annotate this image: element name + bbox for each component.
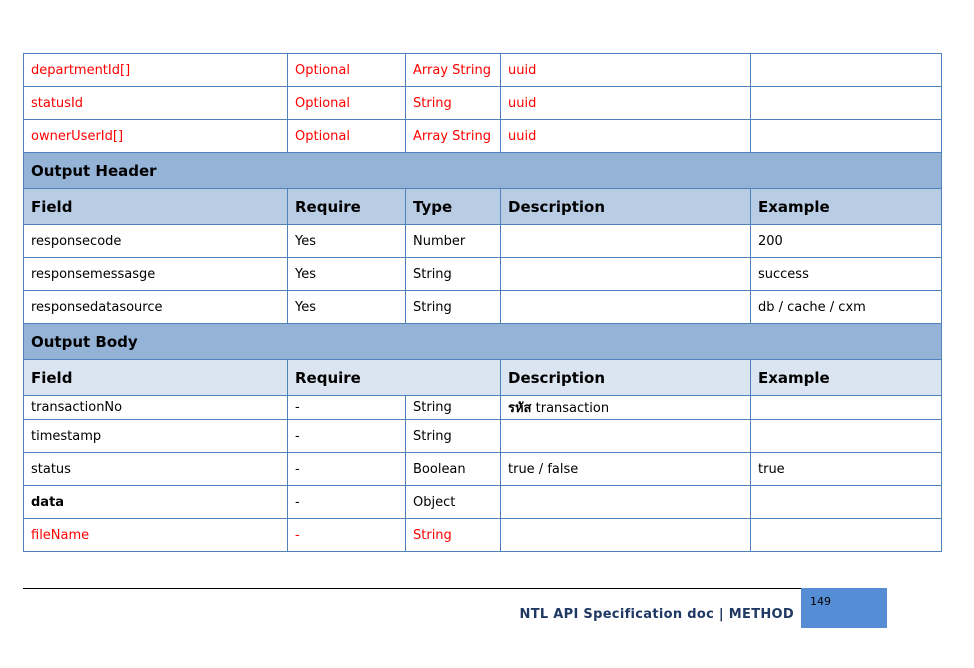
description-cell (501, 486, 751, 519)
require-cell: Yes (288, 258, 406, 291)
column-header-field: Field (24, 189, 288, 225)
page-number-box (801, 588, 887, 628)
type-cell: Boolean (406, 453, 501, 486)
table-row (24, 225, 942, 258)
require-cell: Yes (288, 225, 406, 258)
description-cell: uuid (501, 120, 751, 153)
section-title: Output Header (24, 153, 942, 189)
description-cell (501, 396, 751, 420)
field-cell: responsecode (24, 225, 288, 258)
require-cell: Optional (288, 87, 406, 120)
table-row (24, 258, 942, 291)
example-cell (751, 486, 942, 519)
column-header-require: Require (288, 360, 501, 396)
type-cell: Array String (406, 120, 501, 153)
description-cell: uuid (501, 87, 751, 120)
type-cell: String (406, 87, 501, 120)
table-row (24, 420, 942, 453)
footer-doc-title: NTL API Specification doc | METHOD (519, 607, 794, 622)
field-cell: responsemessasge (24, 258, 288, 291)
field-cell: ownerUserId[] (24, 120, 288, 153)
table-row (24, 120, 942, 153)
column-header-field: Field (24, 360, 288, 396)
description-cell: uuid (501, 54, 751, 87)
column-header-example: Example (751, 189, 942, 225)
column-header-require: Require (288, 189, 406, 225)
type-cell: String (406, 519, 501, 552)
page-number: 149 (810, 595, 831, 608)
example-cell (751, 54, 942, 87)
spec-table (23, 53, 942, 552)
table-row (24, 453, 942, 486)
field-cell: transactionNo (24, 396, 288, 420)
field-cell: responsedatasource (24, 291, 288, 324)
table-row (24, 396, 942, 420)
column-header-description: Description (501, 189, 751, 225)
require-cell: - (288, 486, 406, 519)
require-cell: Optional (288, 54, 406, 87)
example-cell: db / cache / cxm (751, 291, 942, 324)
table-row (24, 486, 942, 519)
table-row (24, 519, 942, 552)
example-cell (751, 87, 942, 120)
type-cell: String (406, 420, 501, 453)
require-cell: - (288, 420, 406, 453)
require-cell: Optional (288, 120, 406, 153)
field-cell: status (24, 453, 288, 486)
description-text: transaction (531, 401, 610, 416)
field-cell: fileName (24, 519, 288, 552)
example-cell: success (751, 258, 942, 291)
type-cell: Number (406, 225, 501, 258)
description-cell: true / false (501, 453, 751, 486)
column-header-row (24, 360, 942, 396)
column-header-example: Example (751, 360, 942, 396)
description-cell (501, 225, 751, 258)
table-row (24, 54, 942, 87)
field-cell: departmentId[] (24, 54, 288, 87)
example-cell (751, 396, 942, 420)
require-cell: - (288, 396, 406, 420)
type-cell: Object (406, 486, 501, 519)
type-cell: String (406, 258, 501, 291)
field-cell: statusId (24, 87, 288, 120)
field-cell: data (24, 486, 288, 519)
table-row (24, 291, 942, 324)
example-cell (751, 519, 942, 552)
type-cell: String (406, 291, 501, 324)
footer-divider (23, 588, 801, 589)
column-header-description: Description (501, 360, 751, 396)
example-cell: true (751, 453, 942, 486)
example-cell: 200 (751, 225, 942, 258)
section-title: Output Body (24, 324, 942, 360)
field-cell: timestamp (24, 420, 288, 453)
table-row (24, 87, 942, 120)
require-cell: - (288, 453, 406, 486)
type-cell: Array String (406, 54, 501, 87)
require-cell: Yes (288, 291, 406, 324)
column-header-type: Type (406, 189, 501, 225)
description-cell (501, 420, 751, 453)
description-cell (501, 519, 751, 552)
description-thai-term: รหัส (508, 401, 532, 416)
require-cell: - (288, 519, 406, 552)
description-cell (501, 258, 751, 291)
section-header-output-body (24, 324, 942, 360)
column-header-row (24, 189, 942, 225)
section-header-output-header (24, 153, 942, 189)
example-cell (751, 120, 942, 153)
type-cell: String (406, 396, 501, 420)
description-cell (501, 291, 751, 324)
example-cell (751, 420, 942, 453)
